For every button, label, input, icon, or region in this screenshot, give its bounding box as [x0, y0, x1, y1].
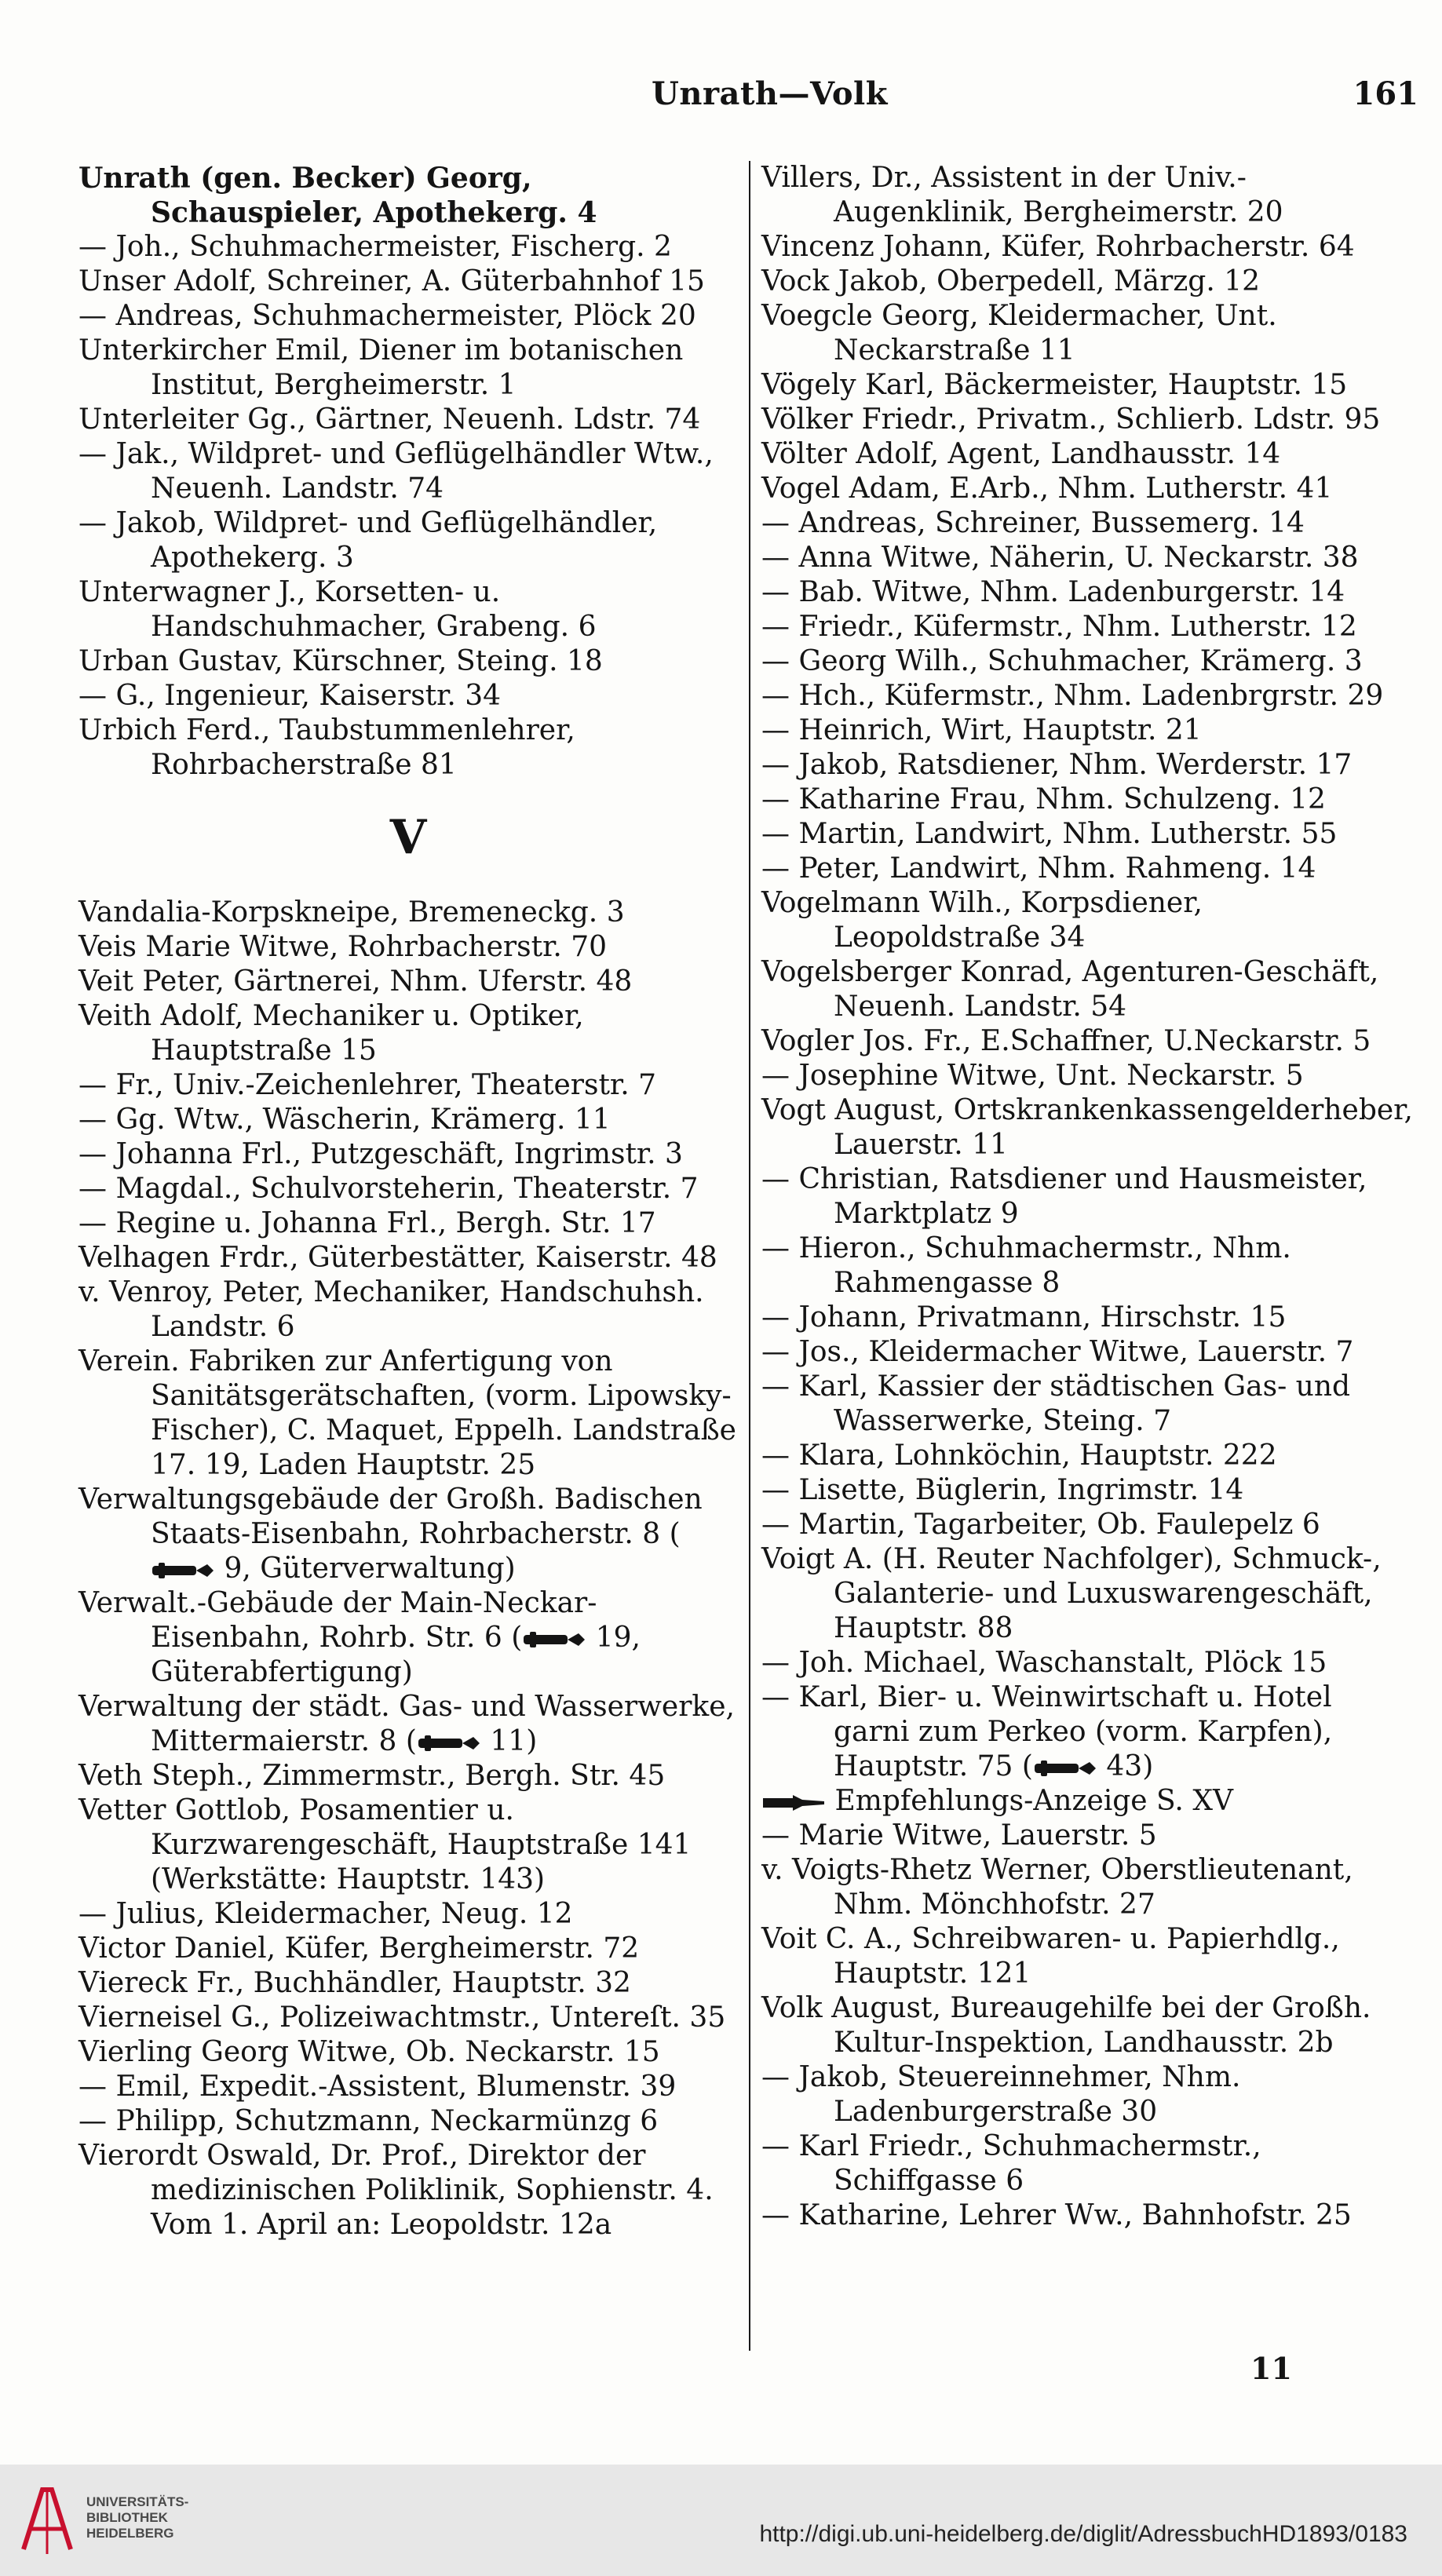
digitization-footer: [0, 2465, 1442, 2576]
directory-entry: Verein. Fabriken zur Anfertigung von Sanitätsgerätschaften, (vorm. Lipowsky-Fischer), C. Maquet, Eppelh. Landstraße 17. 19, Laden Hauptstr. 25: [78, 1345, 736, 1481]
directory-entry: Vandalia-Korpskneipe, Bremeneckg. 3: [78, 896, 625, 929]
library-name-line: HEIDELBERG: [86, 2526, 174, 2541]
directory-entry: Veith Adolf, Mechaniker u. Optiker, Hauptstraße 15: [78, 1000, 584, 1067]
directory-entry: Villers, Dr., Assistent in der Univ.-Augenklinik, Bergheimerstr. 20: [761, 162, 1283, 228]
directory-entry: — Jakob, Steuereinnehmer, Nhm. Ladenburgerstraße 30: [761, 2061, 1241, 2128]
directory-entry: — Joh. Michael, Waschanstalt, Plöck 15: [761, 1647, 1327, 1679]
column-divider: [749, 161, 750, 2351]
signature-sheet-number: 11: [1250, 2351, 1292, 2386]
directory-entry: Völter Adolf, Agent, Landhausstr. 14: [761, 438, 1281, 470]
directory-entry: Vogelsberger Konrad, Agenturen-Geschäft, Neuenh. Landstr. 54: [761, 956, 1379, 1023]
directory-entry: — Julius, Kleidermacher, Neug. 12: [78, 1898, 573, 1930]
directory-entry: Unrath (gen. Becker) Georg, Schauspieler, Apothekerg. 4: [78, 162, 597, 229]
directory-entry: — Philipp, Schutzmann, Neckarmünzg 6: [78, 2105, 659, 2137]
directory-entry: — Emil, Expedit.-Assistent, Blumenstr. 39: [78, 2071, 677, 2103]
directory-entry: Veis Marie Witwe, Rohrbacherstr. 70: [78, 931, 608, 963]
pointing-hand-icon: [761, 1793, 826, 1812]
directory-entry: — Georg Wilh., Schuhmacher, Krämerg. 3: [761, 645, 1363, 677]
directory-entry: [78, 1483, 738, 1586]
right-column: [761, 161, 1413, 2233]
running-head: [0, 75, 1442, 122]
directory-entry: — Heinrich, Wirt, Hauptstr. 21: [761, 714, 1202, 746]
directory-entry: — Katharine, Lehrer Ww., Bahnhofstr. 25: [761, 2199, 1352, 2231]
telephone-icon: [522, 1630, 586, 1649]
entry-text: Verwaltung der städt. Gas- und Wasserwerke, Mittermaierstr. 8 (: [78, 1691, 735, 1757]
directory-entry: — Johanna Frl., Putzgeschäft, Ingrimstr. 3: [78, 1138, 683, 1170]
directory-entry: Voegcle Georg, Kleidermacher, Unt. Neckarstraße 11: [761, 300, 1277, 367]
directory-entry: — Marie Witwe, Lauerstr. 5: [761, 1819, 1157, 1852]
directory-entry: — Gg. Wtw., Wäscherin, Krämerg. 11: [78, 1104, 611, 1136]
directory-entry: Völker Friedr., Privatm., Schlierb. Ldstr. 95: [761, 403, 1381, 436]
entry-text: 9, Güterverwaltung): [215, 1553, 516, 1585]
telephone-icon: [151, 1561, 215, 1580]
directory-entry: Unterwagner J., Korsetten- u. Handschuhmacher, Grabeng. 6: [78, 576, 597, 643]
directory-entry: — Regine u. Johanna Frl., Bergh. Str. 17: [78, 1207, 656, 1239]
directory-entry: — Johann, Privatmann, Hirschstr. 15: [761, 1301, 1287, 1334]
directory-entry: Voigt A. (H. Reuter Nachfolger), Schmuck-, Galanterie- und Luxuswarengeschäft, Hauptstr. 88: [761, 1543, 1382, 1644]
directory-entry: — Katharine Frau, Nhm. Schulzeng. 12: [761, 783, 1326, 815]
left-column: [78, 161, 738, 2242]
directory-entry: — Josephine Witwe, Unt. Neckarstr. 5: [761, 1060, 1304, 1092]
directory-entry: [78, 1690, 738, 1759]
directory-entry: — G., Ingenieur, Kaiserstr. 34: [78, 680, 502, 712]
directory-entry: — Jakob, Wildpret- und Geflügelhändler, Apothekerg. 3: [78, 507, 658, 574]
entry-text: Verwaltungsgebäude der Großh. Badischen Staats-Eisenbahn, Rohrbacherstr. 8 (: [78, 1483, 703, 1550]
directory-entry: Vierling Georg Witwe, Ob. Neckarstr. 15: [78, 2036, 660, 2068]
directory-entry: Vierneisel G., Polizeiwachtmstr., Untereſt. 35: [78, 2001, 726, 2034]
directory-entry: [761, 1680, 1413, 1784]
directory-entry: — Peter, Landwirt, Nhm. Rahmeng. 14: [761, 852, 1316, 885]
directory-entry: Vincenz Johann, Küfer, Rohrbacherstr. 64: [761, 231, 1355, 263]
directory-entry: Vogt August, Ortskrankenkassengelderheber, Lauerstr. 11: [761, 1094, 1413, 1161]
source-url-link[interactable]: http://digi.ub.uni-heidelberg.de/diglit/AdressbuchHD1893/0183: [759, 2521, 1407, 2547]
directory-entry: — Martin, Landwirt, Nhm. Lutherstr. 55: [761, 818, 1338, 850]
university-seal-logo: [16, 2482, 78, 2557]
directory-entry: — Magdal., Schulvorsteherin, Theaterstr. 7: [78, 1173, 699, 1205]
library-name: [86, 2494, 188, 2541]
directory-entry: Unterleiter Gg., Gärtner, Neuenh. Ldstr. 74: [78, 403, 701, 436]
entry-text: 43): [1097, 1750, 1154, 1782]
directory-entry: — Karl Friedr., Schuhmachermstr., Schiffgasse 6: [761, 2130, 1261, 2197]
directory-entry: Vierordt Oswald, Dr. Prof., Direktor der medizinischen Poliklinik, Sophienstr. 4. Vom 1. April an: Leopoldstr. 12a: [78, 2140, 714, 2241]
directory-entry: — Joh., Schuhmachermeister, Fischerg. 2: [78, 231, 672, 263]
directory-entry: Vogler Jos. Fr., E.Schaffner, U.Neckarstr. 5: [761, 1025, 1371, 1057]
section-letter-heading: V: [389, 810, 427, 865]
entry-text: 19, Güterabfertigung): [151, 1622, 641, 1688]
entry-text: — Karl, Bier- u. Weinwirtschaft u. Hotel garni zum Perkeo (vorm. Karpfen), Hauptstr. 75 (: [761, 1681, 1333, 1782]
directory-entry: — Fr., Univ.-Zeichenlehrer, Theaterstr. 7: [78, 1069, 656, 1101]
directory-entry: Veit Peter, Gärtnerei, Nhm. Uferstr. 48: [78, 965, 633, 998]
entry-text: 11): [480, 1725, 538, 1757]
directory-entry: Urbich Ferd., Taubstummenlehrer, Rohrbacherstraße 81: [78, 714, 575, 781]
directory-entry: Vetter Gottlob, Posamentier u. Kurzwarengeschäft, Hauptstraße 141 (Werkstätte: Hauptstr. 143): [78, 1794, 692, 1896]
directory-entry: Viereck Fr., Buchhändler, Hauptstr. 32: [78, 1967, 631, 1999]
directory-entry: [761, 1784, 1413, 1819]
directory-entry: Veth Steph., Zimmermstr., Bergh. Str. 45: [78, 1760, 666, 1792]
telephone-icon: [1033, 1759, 1097, 1778]
library-name-line: UNIVERSITÄTS-: [86, 2494, 189, 2509]
directory-entry: — Klara, Lohnköchin, Hauptstr. 222: [761, 1439, 1277, 1472]
directory-entry: Volk August, Bureaugehilfe bei der Großh. Kultur-Inspektion, Landhausstr. 2b: [761, 1992, 1371, 2059]
directory-entry: — Christian, Ratsdiener und Hausmeister, Marktplatz 9: [761, 1163, 1367, 1230]
directory-entry: [78, 1586, 738, 1690]
directory-entry: — Lisette, Büglerin, Ingrimstr. 14: [761, 1474, 1244, 1506]
directory-entry: — Jakob, Ratsdiener, Nhm. Werderstr. 17: [761, 749, 1353, 781]
directory-entry: — Jak., Wildpret- und Geflügelhändler Wtw., Neuenh. Landstr. 74: [78, 438, 714, 505]
library-name-line: BIBLIOTHEK: [86, 2510, 168, 2525]
directory-entry: — Hieron., Schuhmachermstr., Nhm. Rahmengasse 8: [761, 1232, 1291, 1299]
directory-entry: — Jos., Kleidermacher Witwe, Lauerstr. 7: [761, 1336, 1354, 1368]
directory-entry: v. Voigts-Rhetz Werner, Oberstlieutenant, Nhm. Mönchhofstr. 27: [761, 1854, 1353, 1921]
directory-entry: Unterkircher Emil, Diener im botanischen Institut, Bergheimerstr. 1: [78, 334, 684, 401]
directory-entry: Vögely Karl, Bäckermeister, Hauptstr. 15: [761, 369, 1348, 401]
directory-entry: — Martin, Tagarbeiter, Ob. Faulepelz 6: [761, 1509, 1320, 1541]
directory-entry: — Anna Witwe, Näherin, U. Neckarstr. 38: [761, 542, 1359, 574]
page-number: 161: [1353, 75, 1418, 112]
directory-entry: — Friedr., Küfermstr., Nhm. Lutherstr. 12: [761, 611, 1357, 643]
directory-entry: Vogel Adam, E.Arb., Nhm. Lutherstr. 41: [761, 473, 1333, 505]
directory-entry: — Andreas, Schreiner, Bussemerg. 14: [761, 507, 1305, 539]
telephone-icon: [417, 1734, 481, 1753]
directory-entry: Velhagen Frdr., Güterbestätter, Kaiserstr. 48: [78, 1242, 717, 1274]
directory-entry: — Karl, Kassier der städtischen Gas- und Wasserwerke, Steing. 7: [761, 1370, 1351, 1437]
directory-entry: Vogelmann Wilh., Korpsdiener, Leopoldstraße 34: [761, 887, 1203, 954]
directory-entry: Victor Daniel, Küfer, Bergheimerstr. 72: [78, 1932, 640, 1965]
directory-entry: Voit C. A., Schreibwaren- u. Papierhdlg., Hauptstr. 121: [761, 1923, 1340, 1990]
directory-entry: Unser Adolf, Schreiner, A. Güterbahnhof 15: [78, 265, 705, 297]
running-head-title: Unrath—Volk: [652, 75, 888, 112]
directory-entry: v. Venroy, Peter, Mechaniker, Handschuhsh. Landstr. 6: [78, 1276, 704, 1343]
entry-text: Verwalt.-Gebäude der Main-Neckar-Eisenbahn, Rohrb. Str. 6 (: [78, 1587, 597, 1654]
entry-text: Empfehlungs-Anzeige S. XV: [826, 1785, 1233, 1817]
directory-entry: Urban Gustav, Kürschner, Steing. 18: [78, 645, 603, 677]
directory-entry: — Andreas, Schuhmachermeister, Plöck 20: [78, 300, 696, 332]
directory-entry: — Hch., Küfermstr., Nhm. Ladenbrgrstr. 29: [761, 680, 1384, 712]
directory-entry: Vock Jakob, Oberpedell, Märzg. 12: [761, 265, 1261, 297]
directory-entry: — Bab. Witwe, Nhm. Ladenburgerstr. 14: [761, 576, 1345, 608]
